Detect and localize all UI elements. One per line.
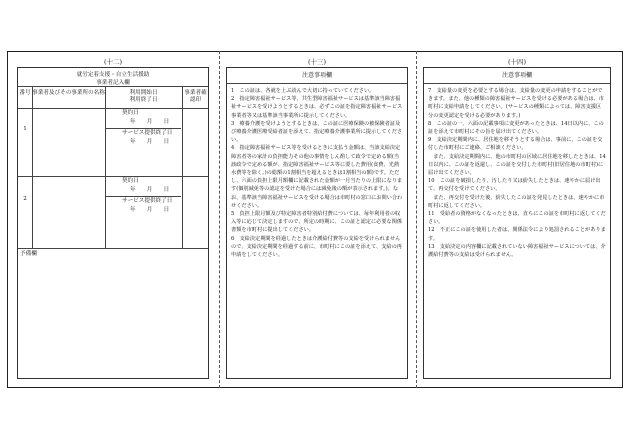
entry-1-no: 1 [23,126,27,132]
notes-box [226,67,408,379]
entry-2-contract-label: 契約日 [122,178,139,184]
panel-13 [226,58,408,379]
note-item: 12 不正にこの証を使用した者は、関係法令により処罰されることがあります。 [428,227,606,242]
entry-1-contract-date: 年 月 日 [130,119,170,125]
panel-14 [423,58,611,379]
rule [18,248,208,249]
header-dates: 利用開始日 利用終了日 [129,90,158,103]
header-no: 番号 [19,90,31,96]
provider-entry-table [17,67,209,379]
rule [18,176,208,177]
header-provider: 事業者及びその事業所の名称 [32,90,105,96]
entry-2-no: 2 [23,196,27,202]
panel-number: (十四) [507,58,527,66]
panel-number: (十三) [307,58,327,66]
table-title: 就労定着支援・自立生活援助 [76,72,150,78]
header-confirm: 事業者確認印 [184,90,207,103]
reserve-label: 予備欄 [20,251,37,257]
notes-header: 注意事項欄 [227,68,407,84]
table-subtitle: 事業者記入欄 [96,80,130,86]
note-item: 1 この証は、各就を上ぶ読んで大切に持っていてください。 [231,88,375,94]
notes-header: 注意事項欄 [424,68,610,84]
rule [182,86,183,248]
note-item: また、支給決定期間内に、他の市町村の区域に居住地を移したときは、14日以内に、この証を返還し、この証を交付した市町村(旧居住地の市町村)に届け出てください。 [428,153,606,177]
note-item: また、再交付を受けた後、紛失したこの証を発見したときは、速やかに市町村に返してください。 [428,194,605,209]
note-item: 3 療養介護を受けようとするときは、この証に医療保険の被保険者証及び療養介護医療受給者証を添えて、指定療養介護事業所に提示してください。 [231,120,403,144]
note-item: 8 この証の一、六面の記載事項に変更があったときは、14日以内に、この証を添えて市町村にその旨を届け出てください。 [428,120,604,136]
entry-1-contract-label: 契約日 [122,110,139,116]
note-item: 2 指定障害福祉サービス等、共生型障害福祉サービスは基準該当障害福祉サービスを受けようとするときは、必ずこの証を指定障害福祉サービス事業者等又は基準該当事業所に提示してください。 [231,96,403,119]
note-item: 10 この証を破損したり、汚したり又は紛失したときは、速やかに届け出て、再交付を受けてください。 [428,178,601,193]
note-item: 4 指定障害福祉サービス等を受けるときに支払う金額は、当該支給決定障害者等の家計の負担能力その他の事情をしん酌して政令で定める額(当該政令で定める額が、指定障害福祉サービス等に要した費用(食費、光熱水費等を除く。)の総額の1割相当を超えるときは1割相当の額)です。ただし、六面の負担上限月額欄に記載された金額が一月当たりの上限になります(個別減免等の認定を受けた場合には減免後の額が表示されます。)。なお、基準該当障害福祉サービスを受ける場合は市町村の窓口にお問い合わせください。 [231,145,403,209]
notes-box [423,67,611,379]
entry-1-service-end-label: サービス提供終了日 [122,130,173,136]
entry-2-service-end-date: 年 月 日 [130,207,170,213]
note-item: 7 支給量の変更を必要とする場合は、支給量の変更の申請をすることができます。また、他の種類の障害福祉サービスを受ける必要がある場合は、市町村に支給申請をしてください。(サービスの種類によっては、障害支援区分の変更認定を受ける必要があります。) [428,88,604,119]
note-item: 13 支給決定の内容欄に記載されていない障害福祉サービスについては、介護給付費等の支給は受けられません。 [428,243,606,259]
rule [105,196,181,197]
note-item: 9 支給決定期間内に、居住地を移そうとする場合は、事前に、この証を交付した市町村にご連絡、ご相談ください。 [428,137,603,152]
panel-number: (十二) [103,58,123,66]
rule [105,128,181,129]
notes-list [424,84,610,259]
fold-line-right [416,51,417,388]
notes-list [227,84,407,259]
fold-line-left [219,51,220,388]
entry-1-service-end-date: 年 月 日 [130,139,170,145]
rule [18,108,208,109]
rule [105,86,106,248]
note-item: 6 支給決定期間を経過したときは介護給付費等の支給を受けられませんので、支給決定期間を経過する前に、市町村にこの証を添えて、支給の再申請をしてください。 [231,235,402,259]
rule [18,86,208,87]
note-item: 5 負担上限月額及び特定障害者特別給付費については、毎年利用者の収入等に応じて決定しますので、所定の時期に、この証と認定に必要な関係書類を市町村に提出してください。 [231,211,403,234]
note-item: 11 受給者の資格がなくなったときは、直ちにこの証を市町村に返してください。 [428,211,606,226]
entry-2-service-end-label: サービス提供終了日 [122,198,173,204]
panel-12 [17,58,209,379]
rule [32,86,33,248]
entry-2-contract-date: 年 月 日 [130,187,170,193]
